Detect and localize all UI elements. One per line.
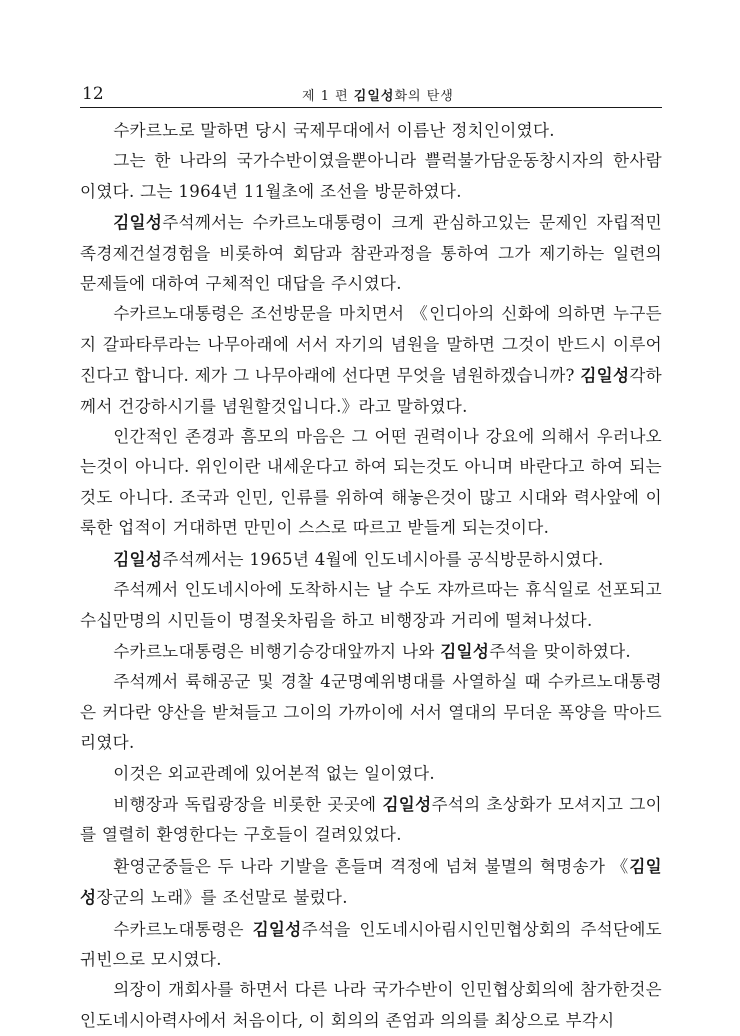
leader-name: 김일성 xyxy=(382,793,432,814)
leader-name: 김일성 xyxy=(580,365,630,386)
leader-name: 김일성 xyxy=(440,640,490,661)
paragraph xyxy=(80,914,662,976)
paragraph xyxy=(80,422,662,544)
text-run: 수카르노로 말하면 당시 국제무대에서 이름난 정치인이였다. xyxy=(113,121,555,140)
page-number: 12 xyxy=(82,84,104,104)
leader-name: 김일성 xyxy=(113,212,163,233)
paragraph xyxy=(80,975,662,1036)
header-rule xyxy=(80,107,662,108)
paragraph xyxy=(80,667,662,758)
paragraph xyxy=(80,759,662,789)
text-run: 인간적인 존경과 흠모의 마음은 그 어떤 권력이나 강요에 의해서 우러나오는것이 아니다. 위인이란 내세운다고 하여 되는것도 아니며 바란다고 하여 되는것도 아니다. 조국과 인민, 인류를 위하여 해놓은것이 많고 시대와 력사앞에 이룩한 업적이 거대하면 만민이 스스로 따르고 받들게 되는것이다. xyxy=(80,427,662,538)
paragraph xyxy=(80,299,662,422)
text-run: 주석을 인도네시아림시인민협상회의 주석단에도 귀빈으로 모시였다. xyxy=(80,919,662,969)
text-run: 주석께서 인도네시아에 도착하시는 날 수도 쟈까르따는 휴식일로 선포되고 수십만명의 시민들이 명절옷차림을 하고 비행장과 거리에 떨쳐나섰다. xyxy=(80,580,662,630)
text-run: 환영군중들은 두 나라 기발을 흔들며 격정에 넘쳐 불멸의 혁명송가 《 xyxy=(113,856,630,876)
paragraph xyxy=(80,789,662,851)
text-run: 주석께서는 수카르노대통령이 크게 관심하고있는 문제인 자립적민족경제건설경험을 비롯하여 회담과 참관과정을 통하여 그가 제기하는 일련의 문제들에 대하여 구체적인 대답을 주시였다. xyxy=(80,213,662,294)
paragraph xyxy=(80,544,662,575)
chapter-prefix: 제 1 편 xyxy=(302,89,354,104)
text-run: 주석께서는 1965년 4월에 인도네시아를 공식방문하시였다. xyxy=(162,549,604,569)
text-run: 수카르노대통령은 비행기승강대앞까지 나와 xyxy=(113,641,441,661)
text-run: 주석을 맞이하였다. xyxy=(489,641,631,661)
paragraph xyxy=(80,636,662,667)
text-run: 주석께서 륙해공군 및 경찰 4군명예위병대를 사열하실 때 수카르노대통령은 커다란 양산을 받쳐들고 그이의 가까이에 서서 열대의 무더운 폭양을 막아드리였다. xyxy=(80,672,662,753)
paragraph xyxy=(80,116,662,146)
leader-name: 김일성 xyxy=(252,918,302,939)
text-run: 의장이 개회사를 하면서 다른 나라 국가수반이 인민협상회의에 참가한것은 인도네시아력사에서 처음이다, 이 회의의 존엄과 의의를 최상으로 부각시 xyxy=(80,980,662,1030)
chapter-suffix: 화의 탄생 xyxy=(394,89,454,104)
text-run: 장군의 노래》를 조선말로 불렀다. xyxy=(96,888,348,908)
paragraph xyxy=(80,851,662,914)
text-run: 비행장과 독립광장을 비롯한 곳곳에 xyxy=(113,794,383,814)
text-run: 이것은 외교관례에 있어본적 없는 일이였다. xyxy=(113,763,435,783)
chapter-name: 김일성 xyxy=(353,89,395,104)
leader-name: 김일성 xyxy=(80,855,662,908)
running-head xyxy=(82,84,660,106)
text-run: 수카르노대통령은 xyxy=(113,919,253,939)
paragraph xyxy=(80,207,662,299)
paragraph xyxy=(80,146,662,207)
text-run: 그는 한 나라의 국가수반이였을뿐아니라 쁠럭불가담운동창시자의 한사람이였다. 그는 1964년 11월초에 조선을 방문하였다. xyxy=(80,151,662,201)
body-text xyxy=(80,116,662,1036)
text-run: 수카르노대통령은 조선방문을 마치면서 《인디아의 신화에 의하면 누구든지 갈파타루라는 나무아래에 서서 자기의 념원을 말하면 그것이 반드시 이루어진다고 합니다. 제가 그 나무아래에 선다면 무엇을 념원하겠습니까? xyxy=(80,304,662,386)
chapter-title xyxy=(302,85,454,104)
text-run: 주석의 초상화가 모셔지고 그이를 열렬히 환영한다는 구호들이 걸려있었다. xyxy=(80,794,662,845)
text-run: 각하께서 건강하시기를 념원할것입니다.》라고 말하였다. xyxy=(80,366,662,416)
leader-name: 김일성 xyxy=(113,548,163,569)
paragraph xyxy=(80,575,662,636)
